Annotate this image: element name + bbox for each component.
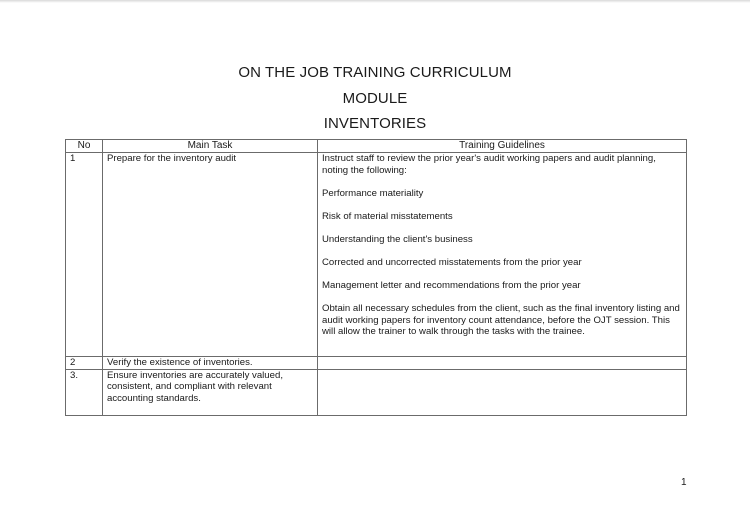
curriculum-table: [65, 139, 687, 416]
module-heading: MODULE: [342, 90, 408, 107]
main-task: Ensure inventories are accurately valued, consistent, and compliant with relevant accounting standards.: [103, 369, 318, 415]
table-row: [66, 153, 687, 357]
page-number: 1: [681, 477, 687, 488]
module-name: INVENTORIES: [323, 115, 427, 132]
table-header-row: [66, 140, 687, 153]
main-task: Verify the existence of inventories.: [103, 357, 318, 370]
training-guidelines-empty: [318, 357, 687, 370]
guideline-instruction: Obtain all necessary schedules from the client, such as the final inventory listing and audit working papers for inventory count attendance, before the OJT session. This will allow the trainer to walk through the tasks with the trainee.: [322, 303, 680, 338]
training-guidelines-empty: [318, 369, 687, 415]
table-row: [66, 357, 687, 370]
row-number: 3.: [66, 369, 103, 415]
header-no: No: [66, 140, 103, 153]
training-guidelines: [318, 153, 687, 357]
header-training-guidelines: Training Guidelines: [318, 140, 687, 153]
table-row: [66, 369, 687, 415]
guideline-item: Corrected and uncorrected misstatements from the prior year: [322, 256, 582, 268]
page-top-edge: [0, 0, 750, 3]
guideline-item: Management letter and recommendations from the prior year: [322, 279, 581, 291]
guideline-item: Performance materiality: [322, 187, 424, 199]
document-title: ON THE JOB TRAINING CURRICULUM: [238, 64, 512, 81]
row-number: 1: [66, 153, 103, 357]
header-main-task: Main Task: [103, 140, 318, 153]
row-number: 2: [66, 357, 103, 370]
guideline-intro: Instruct staff to review the prior year's audit working papers and audit planning, noting the following:: [322, 153, 656, 176]
guideline-item: Risk of material misstatements: [322, 210, 453, 222]
guideline-item: Understanding the client's business: [322, 233, 473, 245]
main-task: Prepare for the inventory audit: [103, 153, 318, 357]
